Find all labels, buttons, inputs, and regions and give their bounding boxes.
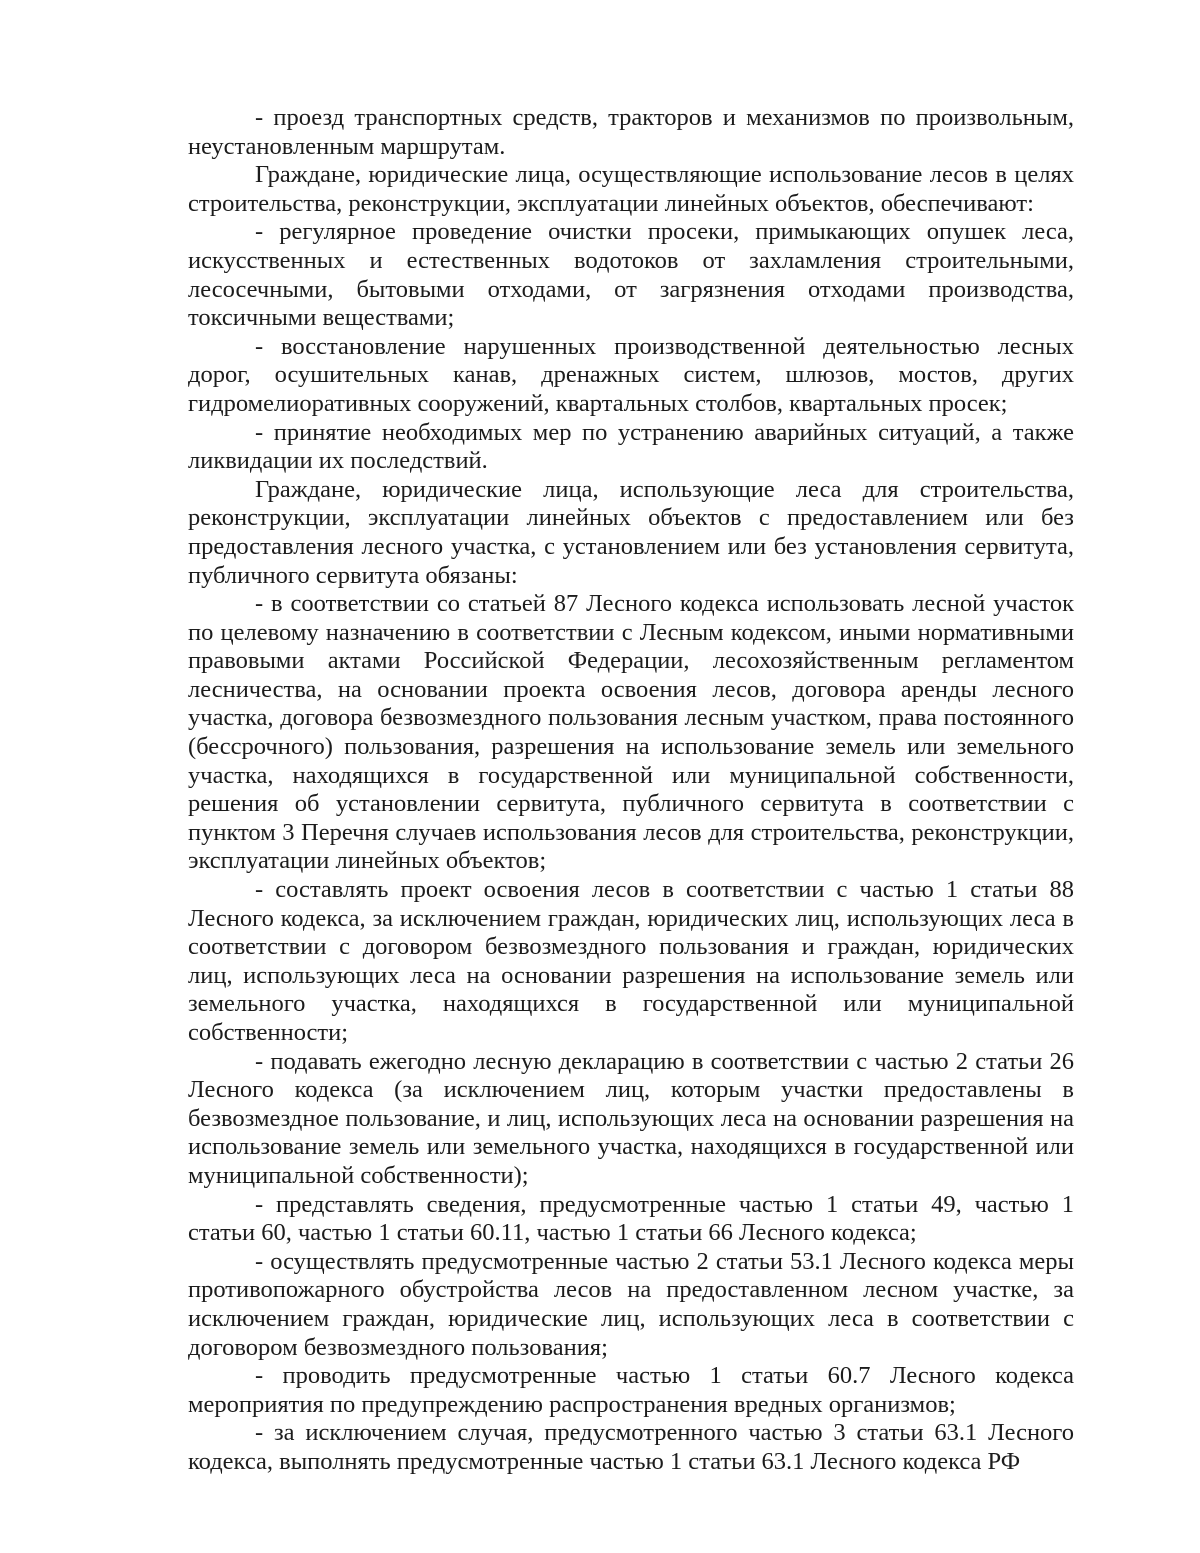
- paragraph-7: - в соответствии со статьей 87 Лесного кодекса использовать лесной участок по целевому назначению в соответствии с Лесным кодексом, иными нормативными правовыми актами Российской Федерации, лесохозяйственным регламентом лесничества, на основании проекта освоения лесов, договора аренды лесного участка, договора безвозмездного пользования лесным участком, права постоянного (бессрочного) пользования, разрешения на использование земель или земельного участка, находящихся в государственной или муниципальной собственности, решения об установлении сервитута, публичного сервитута в соответствии с пунктом 3 Перечня случаев использования лесов для строительства, реконструкции, эксплуатации линейных объектов;: [188, 590, 1074, 875]
- paragraph-10: - представлять сведения, предусмотренные частью 1 статьи 49, частью 1 статьи 60, частью 1 статьи 60.11, частью 1 статьи 66 Лесного кодекса;: [188, 1190, 1074, 1247]
- paragraph-8: - составлять проект освоения лесов в соответствии с частью 1 статьи 88 Лесного кодекса, за исключением граждан, юридических лиц, использующих леса в соответствии с договором безвозмездного пользования и граждан, юридических лиц, использующих леса на основании разрешения на использование земель или земельного участка, находящихся в государственной или муниципальной собственности;: [188, 876, 1074, 1046]
- paragraph-4: - восстановление нарушенных производственной деятельностью лесных дорог, осушительных канав, дренажных систем, шлюзов, мостов, других гидромелиоративных сооружений, квартальных столбов, квартальных просек;: [188, 332, 1074, 417]
- paragraph-9: - подавать ежегодно лесную декларацию в соответствии с частью 2 статьи 26 Лесного кодекса (за исключением лиц, которым участки предоставлены в безвозмездное пользование, и лиц, использующих леса на основании разрешения на использование земель или земельного участка, находящихся в государственной или муниципальной собственности);: [188, 1047, 1074, 1189]
- paragraph-12: - проводить предусмотренные частью 1 статьи 60.7 Лесного кодекса мероприятия по предупреждению распространения вредных организмов;: [188, 1362, 1074, 1418]
- paragraph-3: - регулярное проведение очистки просеки, примыкающих опушек леса, искусственных и естественных водотоков от захламления строительными, лесосечными, бытовыми отходами, от загрязнения отходами производства, токсичными веществами;: [188, 218, 1074, 332]
- paragraph-2: Граждане, юридические лица, осуществляющие использование лесов в целях строительства, реконструкции, эксплуатации линейных объектов, обеспечивают:: [188, 161, 1074, 217]
- document-page: [188, 104, 1074, 1477]
- paragraph-1: - проезд транспортных средств, тракторов и механизмов по произвольным, неустановленным маршрутам.: [188, 104, 1074, 160]
- paragraph-5: - принятие необходимых мер по устранению аварийных ситуаций, а также ликвидации их последствий.: [188, 418, 1074, 475]
- paragraph-11: - осуществлять предусмотренные частью 2 статьи 53.1 Лесного кодекса меры противопожарного обустройства лесов на предоставленном лесном участке, за исключением граждан, юридические лиц, использующих леса в соответствии с договором безвозмездного пользования;: [188, 1247, 1074, 1361]
- paragraph-13: - за исключением случая, предусмотренного частью 3 статьи 63.1 Лесного кодекса, выполнять предусмотренные частью 1 статьи 63.1 Лесного кодекса РФ: [188, 1419, 1074, 1475]
- paragraph-6: Граждане, юридические лица, использующие леса для строительства, реконструкции, эксплуатации линейных объектов с предоставлением или без предоставления лесного участка, с установлением или без установления сервитута, публичного сервитута обязаны:: [188, 475, 1074, 589]
